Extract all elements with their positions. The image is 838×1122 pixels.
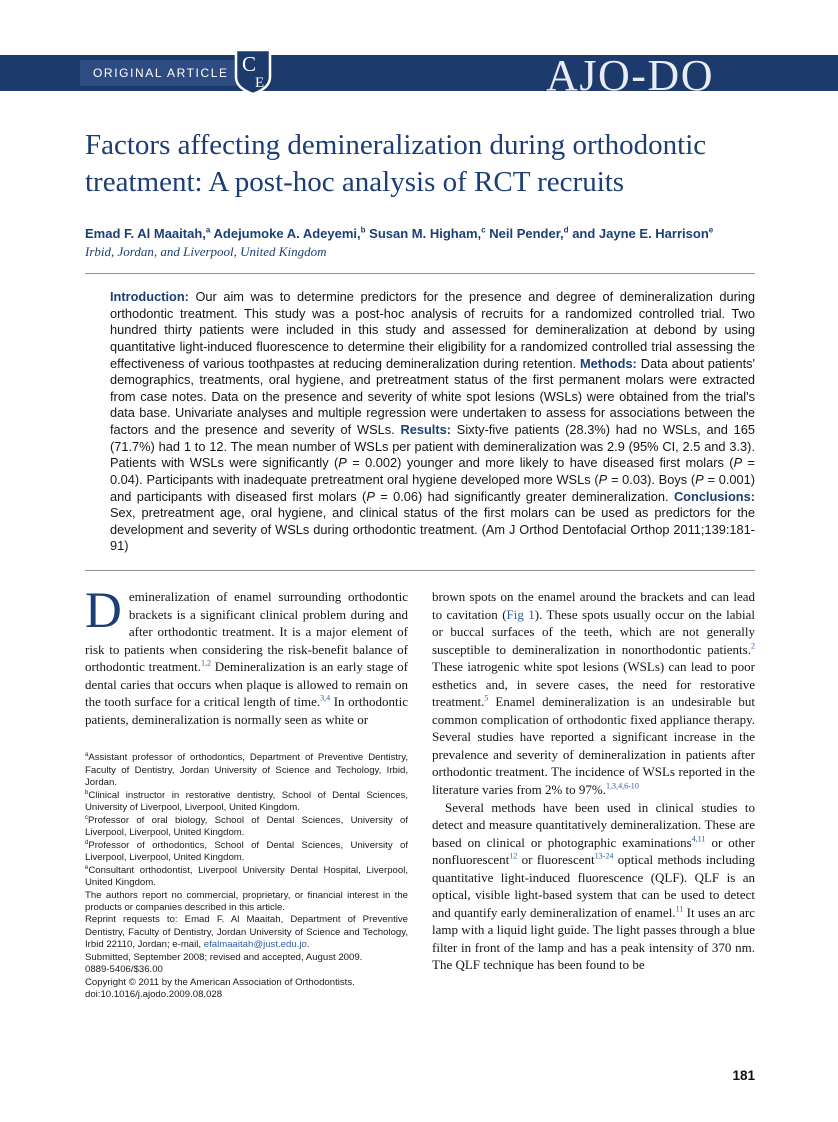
footnote: $^e$Consultant orthodontist, Liverpool University Dental Hospital, Liverpool, United Kingdom.: [85, 864, 408, 889]
ce-letter-e: E: [255, 75, 265, 91]
divider-below-abstract: [85, 570, 755, 571]
citation-link[interactable]: 3,4: [320, 693, 331, 703]
intro-paragraph-text: emineralization of enamel surrounding orthodontic brackets is a significant clinical problem during and after orthodontic treatment. It is a major element of risk to patients when considering the risk-benefit balance of orthodontic treatment.$^{1,2}$ Demineralization is an early stage of dental caries that occurs when plaque is allowed to remain on the tooth surface for a critical length of time.$^{3,4}$ In orthodontic patients, demineralization is normally seen as white or: [85, 589, 409, 727]
footnote: Reprint requests to: Emad F. Al Maaitah, Department of Preventive Dentistry, Faculty of Dentistry, Jordan University of Science and Techology, Irbid 22110, Jordan; e-mail, efalmaaitah@just.edu.jo.: [85, 914, 408, 951]
citation-link[interactable]: 2: [750, 641, 755, 651]
ce-letter-c: C: [242, 52, 257, 76]
text-segment: c: [481, 225, 486, 235]
body-paragraph: brown spots on the enamel around the brackets and can lead to cavitation (Fig 1). These spots usually occur on the labial or buccal surfaces of the teeth, which are not generally susceptible to demineralization in nonorthodontic patients.$^2$ These iatrogenic white spot lesions (WSLs) can lead to poor esthetics and, in severe cases, the need for restorative treatment.$^5$ Enamel demineralization is an undesirable but common complication of orthodontic fixed appliance therapy. Several studies have reported a significant increase in the prevalence and severity of demineralization in patients after orthodontic treatment. The incidence of WSLs reported in the literature varies from 2% to 97%.$^{1,3,4,6-10}$: [432, 589, 755, 798]
footnote: 0889-5406/$36.00: [85, 964, 163, 976]
text-segment: P: [366, 488, 375, 504]
divider-above-abstract: [85, 273, 755, 274]
journal-logo: AJO-DO: [546, 51, 714, 100]
citation-link[interactable]: 1,3,4,6-10: [606, 781, 639, 791]
text-segment: P: [733, 455, 743, 471]
text-segment: d: [85, 839, 89, 846]
text-segment: Conclusions:: [673, 488, 755, 504]
citation-link[interactable]: 5: [484, 693, 489, 703]
email-link[interactable]: efalmaaitah@just.edu.jo: [203, 939, 307, 951]
footnote: The authors report no commercial, proprietary, or financial interest in the products or companies described in this article.: [85, 889, 408, 913]
text-segment: b: [85, 789, 89, 796]
citation-link[interactable]: 11: [675, 904, 684, 914]
text-segment: Methods:: [579, 355, 641, 371]
article-type-text: ORIGINAL ARTICLE: [93, 66, 229, 80]
text-segment: e: [708, 225, 714, 235]
citation-link[interactable]: 4,11: [691, 834, 706, 844]
footnote: $^b$Clinical instructor in restorative dentistry, School of Dental Sciences, University of Liverpool, Liverpool, United Kingdom.: [85, 789, 408, 814]
text-segment: a: [85, 752, 89, 759]
footnote: Submitted, September 2008; revised and accepted, August 2009.: [85, 951, 363, 963]
citation-link[interactable]: Fig 1: [506, 606, 535, 622]
text-segment: P: [338, 455, 347, 471]
body-paragraph: Several methods have been used in clinical studies to detect and measure quantitatively demineralization. These are based on clinical or photographic examinations$^{4,11}$ or other nonfluorescent$^{12}$ or fluorescent$^{13-24}$ optical methods including quantitative light-induced fluorescence (QLF). QLF is an optical, visible light-based system that can be used to detect and quantify early demineralization of enamel.$^{11}$ It uses an arc lamp with a liquid light guide. The light passes through a blue filter in front of the lamp and has a peak intensity of 370 nm. The QLF technique has been found to be: [432, 799, 755, 973]
authors-line: Emad F. Al Maaitah,$^a$ Adejumoke A. Adeyemi,$^b$ Susan M. Higham,$^c$ Neil Pender,$^d$ and Jayne E. Harrison$^e$: [85, 225, 714, 241]
text-segment: P: [598, 471, 608, 487]
left-column: [85, 583, 409, 1002]
affiliation-line: Irbid, Jordan, and Liverpool, United Kingdom: [85, 244, 327, 259]
text-segment: b: [360, 225, 366, 235]
text-segment: Introduction:: [110, 289, 196, 304]
footnote: doi:10.1016/j.ajodo.2009.08.028: [85, 989, 223, 1001]
right-column: [432, 588, 755, 1002]
intro-paragraph: [85, 583, 409, 728]
text-segment: e: [85, 864, 89, 871]
text-segment: P: [695, 471, 704, 487]
citation-link[interactable]: 1,2: [200, 658, 212, 668]
footnote: Copyright © 2011 by the American Association of Orthodontists.: [85, 976, 355, 988]
article-title: Factors affecting demineralization during orthodontic treatment: A post-hoc analysis of RCT recruits: [85, 129, 707, 198]
citation-link[interactable]: 12: [509, 851, 518, 861]
footnote: $^a$Assistant professor of orthodontics, Department of Preventive Dentistry, Faculty of Dentistry, Jordan University of Science and Techology, Irbid, Jordan.: [85, 752, 408, 789]
footnote: $^c$Professor of oral biology, School of Dental Sciences, University of Liverpool, Liverpool, United Kingdom.: [85, 814, 408, 839]
text-segment: d: [563, 225, 569, 235]
drop-cap: D: [85, 583, 122, 639]
body-columns: [85, 583, 755, 1002]
text-segment: Results:: [400, 422, 457, 437]
page-number: 181: [732, 1068, 755, 1083]
footnotes-section: [85, 752, 408, 1001]
abstract-paragraph: Introduction: Our aim was to determine predictors for the presence and degree of demineralization during orthodontic treatment. This study was a post-hoc analysis of recruits for a randomized controlled trial. Two hundred thirty patients were included in this study and assessed for demineralization at debond by using quantitative light-induced fluorescence to determine their eligibility for a randomized controlled trial assessing the effectiveness of various toothpastes at reducing demineralization during retention. Methods: Data about patients' demographics, treatments, oral hygiene, and pretreatment status of the first permanent molars were extracted from case notes. Data on the presence and severity of white spot lesions (WSLs) were obtained from the trial's data base. Univariate analyses and multiple regression were undertaken to assess for associations between the factors and the presence and severity of WSLs. Results: Sixty-five patients (28.3%) had no WSLs, and 165 (71.7%) had 1 to 12. The mean number of WSLs per patient with demineralization was 2.9 (95% CI, 2.5 and 3.3). Patients with WSLs were significantly (P = 0.002) younger and more likely to have diseased first molars (P = 0.04). Participants with inadequate pretreatment oral hygiene developed more WSLs (P = 0.03). Boys (P = 0.001) and participants with diseased first molars (P = 0.06) had significantly greater demineralization. Conclusions: Sex, pretreatment age, oral hygiene, and clinical status of the first molars can be used as predictors for the development and severity of WSLs during orthodontic treatment. (Am J Orthod Dentofacial Orthop 2011;139:181-91): [110, 289, 756, 554]
footnote: $^d$Professor of orthodontics, School of Dental Sciences, University of Liverpool, Liverpool, United Kingdom.: [85, 839, 408, 864]
text-segment: c: [85, 814, 88, 821]
text-segment: a: [205, 225, 211, 235]
citation-link[interactable]: 13-24: [594, 851, 614, 861]
